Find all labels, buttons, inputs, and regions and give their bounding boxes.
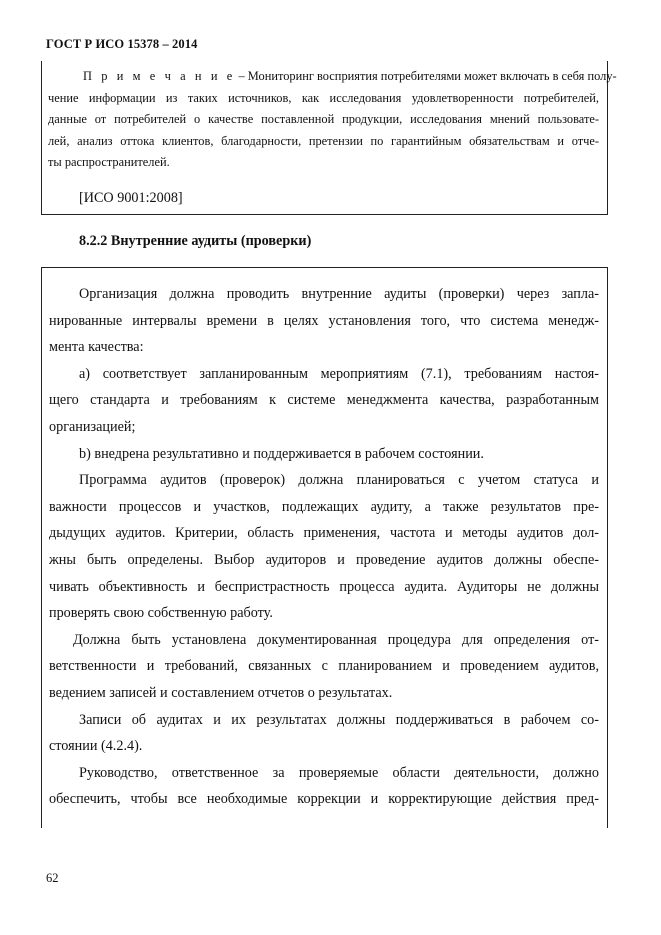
paragraph-line: Организация должна проводить внутренние аудиты (проверки) через запла- xyxy=(79,286,599,302)
requirements-text xyxy=(42,281,605,813)
paragraph-line: Руководство, ответственное за проверяемые области деятельности, должно xyxy=(79,764,599,781)
paragraph-line: организацией; xyxy=(49,418,136,435)
paragraph-line: проверять свою собственную работу. xyxy=(49,605,273,622)
note-box xyxy=(41,61,617,215)
paragraph-line: b) внедрена результативно и поддерживается в рабочем состоянии. xyxy=(79,445,484,462)
note-line: ты распространителей. xyxy=(48,155,170,170)
paragraph-line: Записи об аудитах и их результатах должны поддерживаться в рабочем со- xyxy=(79,711,599,728)
note-label: П р и м е ч а н и е xyxy=(83,69,236,83)
paragraph-line: жны быть определены. Выбор аудиторов и проведение аудитов должны обеспе- xyxy=(49,551,599,568)
paragraph-line: Должна быть установлена документированная процедура для определения от- xyxy=(73,631,599,648)
note-line: данные от потребителей о качестве поставленной продукции, исследования мнений пользовате- xyxy=(48,112,599,127)
paragraph-line: стоянии (4.2.4). xyxy=(49,738,143,755)
paragraph-line: мента качества: xyxy=(49,339,144,356)
paragraph-line: a) соответствует запланированным мероприятиям (7.1), требованиям настоя- xyxy=(79,365,599,382)
document-header: ГОСТ Р ИСО 15378 – 2014 xyxy=(46,37,198,51)
paragraph-line: щего стандарта и требованиям к системе менеджмента качества, разработанным xyxy=(49,392,599,409)
note-line-text: – Мониторинг восприятия потребителями может включать в себя полу- xyxy=(238,69,617,83)
note-text xyxy=(42,66,617,174)
section-title: 8.2.2 Внутренние аудиты (проверки) xyxy=(79,233,312,249)
paragraph-line: дыдущих аудитов. Критерии, область применения, частота и методы аудитов дол- xyxy=(49,525,599,542)
note-line: чение информации из таких источников, как исследования удовлетворенности потребителей, xyxy=(48,90,599,105)
paragraph-line: обеспечить, чтобы все необходимые коррекции и корректирующие действия пред- xyxy=(49,791,599,808)
standard-reference: [ИСО 9001:2008] xyxy=(79,190,183,206)
requirements-box xyxy=(41,267,608,828)
page-number: 62 xyxy=(46,871,59,885)
note-line xyxy=(42,66,617,88)
paragraph-line: Программа аудитов (проверок) должна планироваться с учетом статуса и xyxy=(79,472,599,489)
paragraph-line: чивать объективность и беспристрастность процесса аудита. Аудиторы не должны xyxy=(49,578,599,595)
note-line: лей, анализ оттока клиентов, благодарности, претензии по гарантийным обязательствам и отче- xyxy=(48,133,599,148)
paragraph-line: важности процессов и участков, подлежащих аудиту, а также результатов пре- xyxy=(49,498,599,515)
paragraph-line: ветственности и требований, связанных с планированием и проведением аудитов, xyxy=(49,658,599,675)
paragraph-line: ведением записей и составлением отчетов о результатах. xyxy=(49,684,393,701)
paragraph-line: нированные интервалы времени в целях установления того, что система менедж- xyxy=(49,312,599,329)
